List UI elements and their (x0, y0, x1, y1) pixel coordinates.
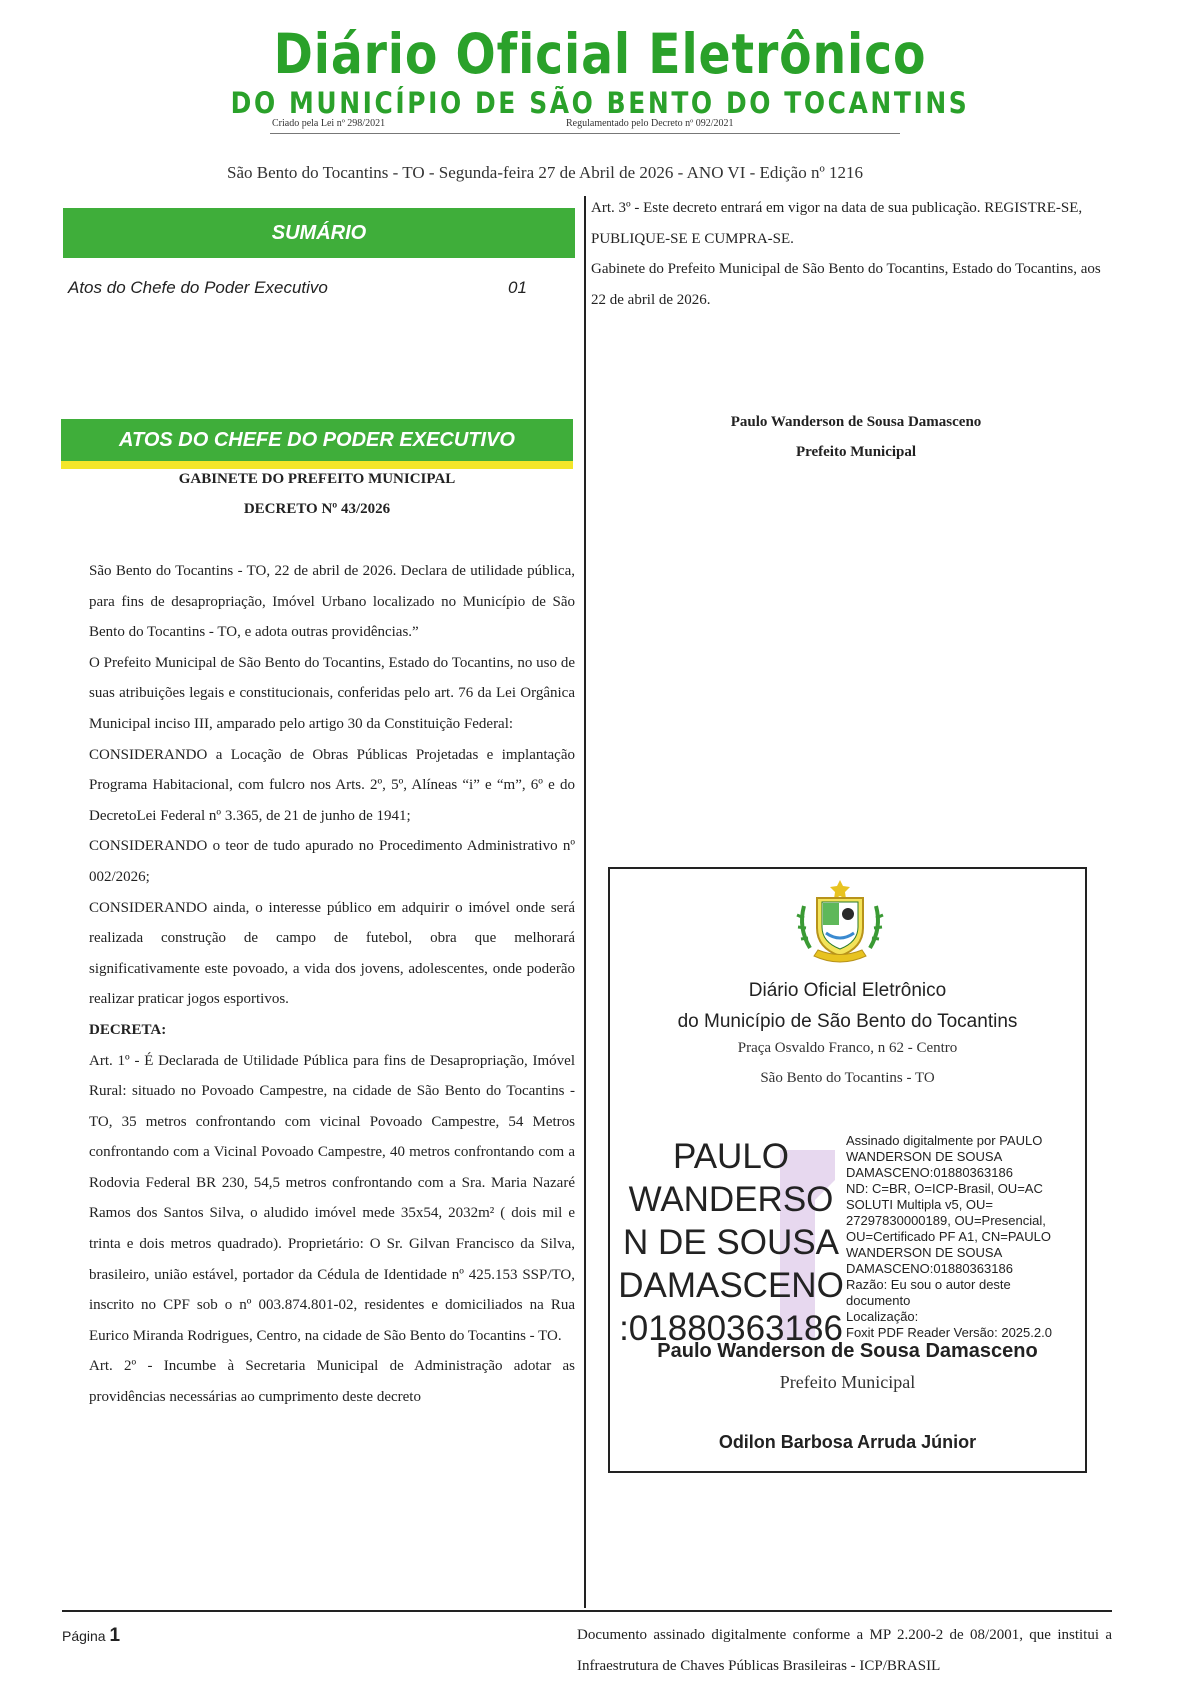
edition-dateline: São Bento do Tocantins - TO - Segunda-feira 27 de Abril de 2026 - ANO VI - Edição nº 1216 (227, 163, 863, 182)
signer-name: Paulo Wanderson de Sousa Damasceno (730, 414, 982, 430)
cert-detail-line: Foxit PDF Reader Versão: 2025.2.0 (846, 1325, 1052, 1340)
right-column-text (591, 193, 1103, 315)
cert-detail-line: Localização: (846, 1309, 919, 1324)
footer-divider (62, 1610, 1112, 1612)
decree-considering-3: CONSIDERANDO ainda, o interesse público em adquirir o imóvel onde será realizada construção de campo de futebol, obra que melhorará significativamente este povoado, a vida dos jovens, adolescentes, onde poderão realizar praticar jogos esportivos. (89, 899, 575, 1008)
digital-signature-note: Documento assinado digitalmente conforme a MP 2.200-2 de 08/2001, que institui a Infraestrutura de Chaves Públicas Brasileiras - ICP/BRASIL (577, 1627, 1112, 1674)
section-heading: ATOS DO CHEFE DO PODER EXECUTIVO (61, 419, 573, 461)
cert-name-line: :01880363186 (619, 1309, 843, 1348)
summary-heading: SUMÁRIO (63, 208, 575, 258)
box-address-line-1: Praça Osvaldo Franco, n 62 - Centro (737, 1040, 958, 1056)
decree-article-1: Art. 1º - É Declarada de Utilidade Pública para fins de Desapropriação, Imóvel Rural: situado no Povoado Campestre, na cidade de São Bento do Tocantins - TO, 35 metros confrontando com vicinal Povoado Campestre, 54 Metros confrontando com a Vicinal Povoado Campestre, 40 metros confrontando com a Rodovia Federal BR 230, 54,5 metros confrontando com a Sra. Maria Nazaré Ramos dos Santos Silva, o aludido imóvel mede 35x54, 2032m² ( dois mil e trinta e dois metros quadrado). Proprietário: O Sr. Gilvan Francisco da Silva, brasileiro, união estável, portador da Cédula de Identidade nº 425.153 SSP/TO, inscrito no CPF sob o nº 003.874.801-02, residentes e domiciliados na Rua Eurico Miranda Rodrigues, Centro, na cidade de São Bento do Tocantins - TO. (89, 1052, 575, 1344)
cert-detail-line: SOLUTI Multipla v5, OU= (846, 1197, 994, 1212)
cert-detail-line: documento (846, 1293, 911, 1308)
cert-detail-line: OU=Certificado PF A1, CN=PAULO (846, 1229, 1051, 1244)
cert-detail-line: Assinado digitalmente por PAULO (846, 1133, 1043, 1148)
decree-body (89, 556, 575, 1413)
certificate-details (846, 1133, 1086, 1341)
cert-detail-line: Razão: Eu sou o autor deste (846, 1277, 1011, 1292)
decree-considering-2: CONSIDERANDO o teor de tudo apurado no Procedimento Administrativo nº 002/2026; (89, 838, 575, 885)
summary-item-page[interactable]: 01 (508, 278, 527, 297)
municipal-coat-of-arms-icon (790, 878, 890, 968)
decree-closing: Gabinete do Prefeito Municipal de São Bento do Tocantins, Estado do Tocantins, aos 22 de abril de 2026. (591, 261, 1101, 308)
box-title (608, 975, 1087, 1037)
cert-detail-line: 27297830000189, OU=Presencial, (846, 1213, 1046, 1228)
cert-detail-line: DAMASCENO:01880363186 (846, 1261, 1013, 1276)
masthead-subtitle: DO MUNICÍPIO DE SÃO BENTO DO TOCANTINS (230, 86, 970, 120)
column-divider (584, 196, 586, 1608)
box-title-line-2: do Município de São Bento do Tocantins (677, 1011, 1018, 1032)
signer-title: Prefeito Municipal (795, 444, 917, 460)
page-label: Página (62, 1628, 106, 1644)
creation-law-note: Criado pela Lei nº 298/2021 (272, 118, 386, 129)
box-signer-name: Paulo Wanderson de Sousa Damasceno (657, 1340, 1038, 1362)
page-number: 1 (109, 1625, 121, 1646)
cert-detail-line: WANDERSON DE SOUSA (846, 1245, 1003, 1260)
cert-detail-line: ND: C=BR, O=ICP-Brasil, OU=AC (846, 1181, 1043, 1196)
certificate-holder-name (612, 1135, 850, 1350)
box-address (608, 1033, 1087, 1093)
decree-decrees-label: DECRETA: (89, 1021, 167, 1038)
decree-authority: O Prefeito Municipal de São Bento do Tocantins, Estado do Tocantins, no uso de suas atribuições legais e constitucionais, conferidas pelo art. 76 da Lei Orgânica Municipal inciso III, amparado pelo artigo 30 da Constituição Federal: (89, 654, 575, 732)
decree-preamble: São Bento do Tocantins - TO, 22 de abril de 2026. Declara de utilidade pública, para fins de desapropriação, Imóvel Urbano localizado no Município de São Bento do Tocantins - TO, e adota outras providências.” (89, 563, 575, 641)
box-title-line-1: Diário Oficial Eletrônico (748, 980, 947, 1001)
decree-article-3: Art. 3º - Este decreto entrará em vigor na data de sua publicação. REGISTRE-SE, PUBLIQUE-SE E CUMPRA-SE. (591, 200, 1083, 247)
box-second-signer: Odilon Barbosa Arruda Júnior (718, 1432, 977, 1452)
cert-name-line: N DE SOUSA (623, 1223, 839, 1262)
office-heading: GABINETE DO PREFEITO MUNICIPAL (178, 471, 456, 487)
cert-detail-line: WANDERSON DE SOUSA (846, 1149, 1003, 1164)
box-address-line-2: São Bento do Tocantins - TO (760, 1070, 935, 1086)
box-signer-title: Prefeito Municipal (779, 1372, 916, 1392)
cert-name-line: PAULO (672, 1137, 790, 1176)
section-heading-underline (61, 461, 573, 469)
cert-name-line: WANDERSO (628, 1180, 834, 1219)
regulation-decree-note: Regulamentado pelo Decreto nº 092/2021 (566, 118, 734, 129)
masthead-divider (270, 133, 900, 134)
summary-item-label[interactable]: Atos do Chefe do Poder Executivo (68, 278, 328, 297)
cert-name-line: DAMASCENO (618, 1266, 844, 1305)
decree-signature (591, 407, 1121, 467)
decree-considering-1: CONSIDERANDO a Locação de Obras Públicas Projetadas e implantação Programa Habitacional, com fulcro nos Arts. 2º, 5º, Alíneas “i” e “m”, 6º e do DecretoLei Federal nº 3.365, de 21 de junho de 1941; (89, 746, 575, 824)
masthead-title: Diário Oficial Eletrônico (273, 22, 927, 86)
decree-number: DECRETO Nº 43/2026 (243, 501, 391, 517)
cert-detail-line: DAMASCENO:01880363186 (846, 1165, 1013, 1180)
page-indicator (62, 1625, 120, 1647)
decree-article-2: Art. 2º - Incumbe à Secretaria Municipal de Administração adotar as providências necessárias ao cumprimento deste decreto (89, 1358, 575, 1406)
